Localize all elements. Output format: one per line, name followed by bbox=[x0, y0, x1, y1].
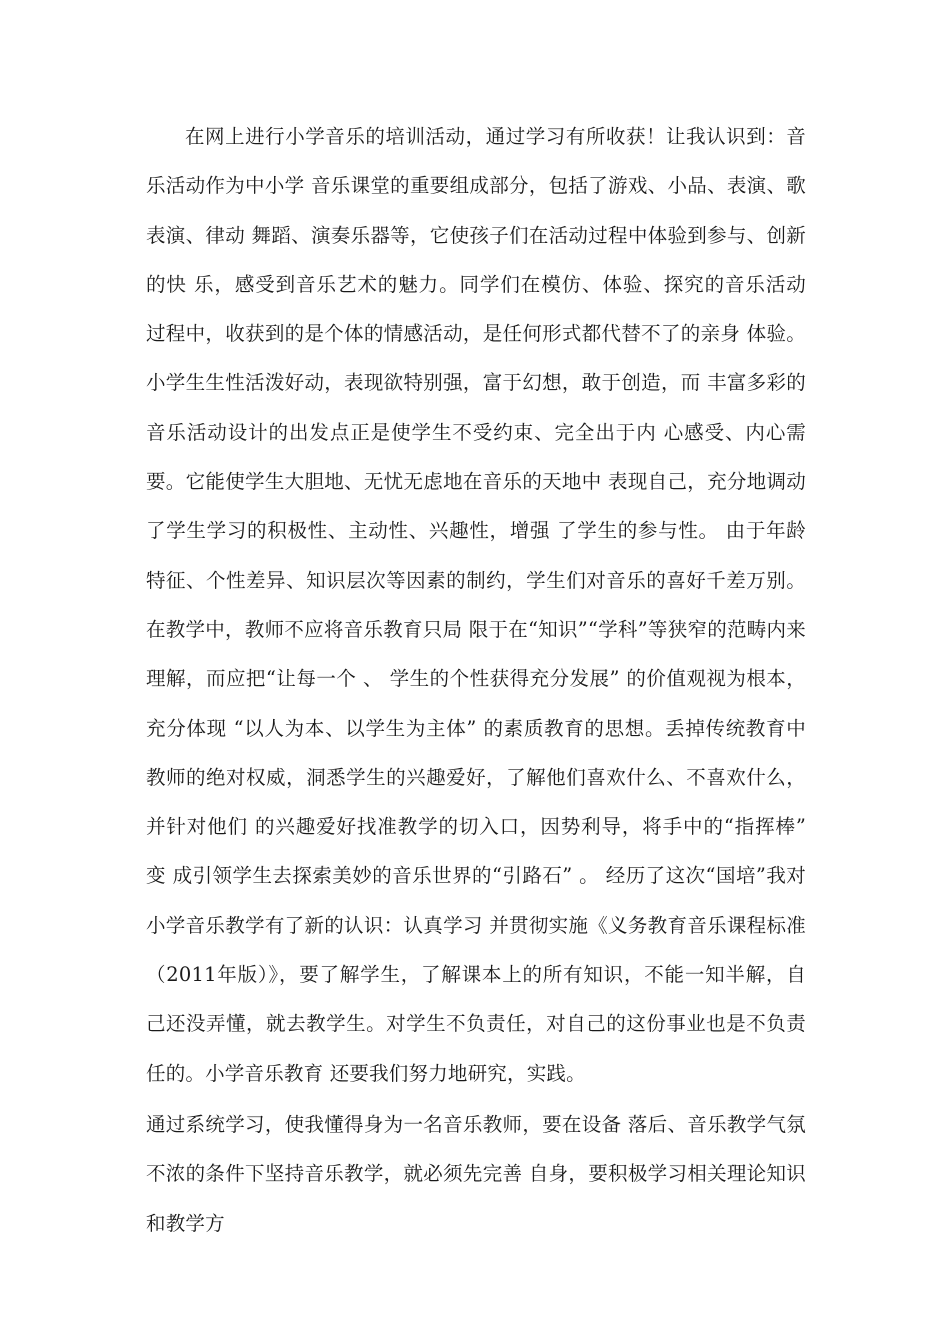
body-paragraph-2: 通过系统学习，使我懂得身为一名音乐教师，要在设备 落后、音乐教学气氛不浓的条件下坚持音乐教学，就必须先完善 自身，要积极学习相关理论知识和教学方 bbox=[146, 1113, 806, 1235]
body-paragraph-1: 在网上进行小学音乐的培训活动，通过学习有所收获！让我认识到：音乐活动作为中小学 音乐课堂的重要组成部分，包括了游戏、小品、表演、歌表演、律动 舞蹈、演奏乐器等，它使孩子们在活动过程中体验到参与、创新的快 乐，感受到音乐艺术的魅力。同学们在模仿、体验、探究的音乐活动 过程中，收获到的是个体的情感活动，是任何形式都代替不了的亲身 体验。小学生生性活泼好动，表现欲特别强，富于幻想，敢于创造，而 丰富多彩的音乐活动设计的出发点正是使学生不受约束、完全出于内 心感受、内心需要。它能使学生大胆地、无忧无虑地在音乐的天地中 表现自己，充分地调动了学生学习的积极性、主动性、兴趣性，增强 了学生的参与性。 由于年龄特征、个性差异、知识层次等因素的制约，学生们对音乐的喜好千差万别。在教学中，教师不应将音乐教育只局 限于在“知识”“学科”等狭窄的范畴内来理解，而应把“让每一个 、 学生的个性获得充分发展” 的价值观视为根本，充分体现 “以人为本、以学生为主体” 的素质教育的思想。丢掉传统教育中教师的绝对权威，洞悉学生的兴趣爱好，了解他们喜欢什么、不喜欢什么，并针对他们 的兴趣爱好找准教学的切入口，因势利导，将手中的“指挥棒” 变 成引领学生去探索美妙的音乐世界的“引路石” 。 经历了这次“国培”我对小学音乐教学有了新的认识：认真学习 并贯彻实施《义务教育音乐课程标准（2011年版）》，要了解学生，了解课本上的所有知识，不能一知半解，自己还没弄懂，就去教学生。对学生不负责任，对自己的这份事业也是不负责任的。小学音乐教育 还要我们努力地研究，实践。 bbox=[146, 125, 806, 1085]
